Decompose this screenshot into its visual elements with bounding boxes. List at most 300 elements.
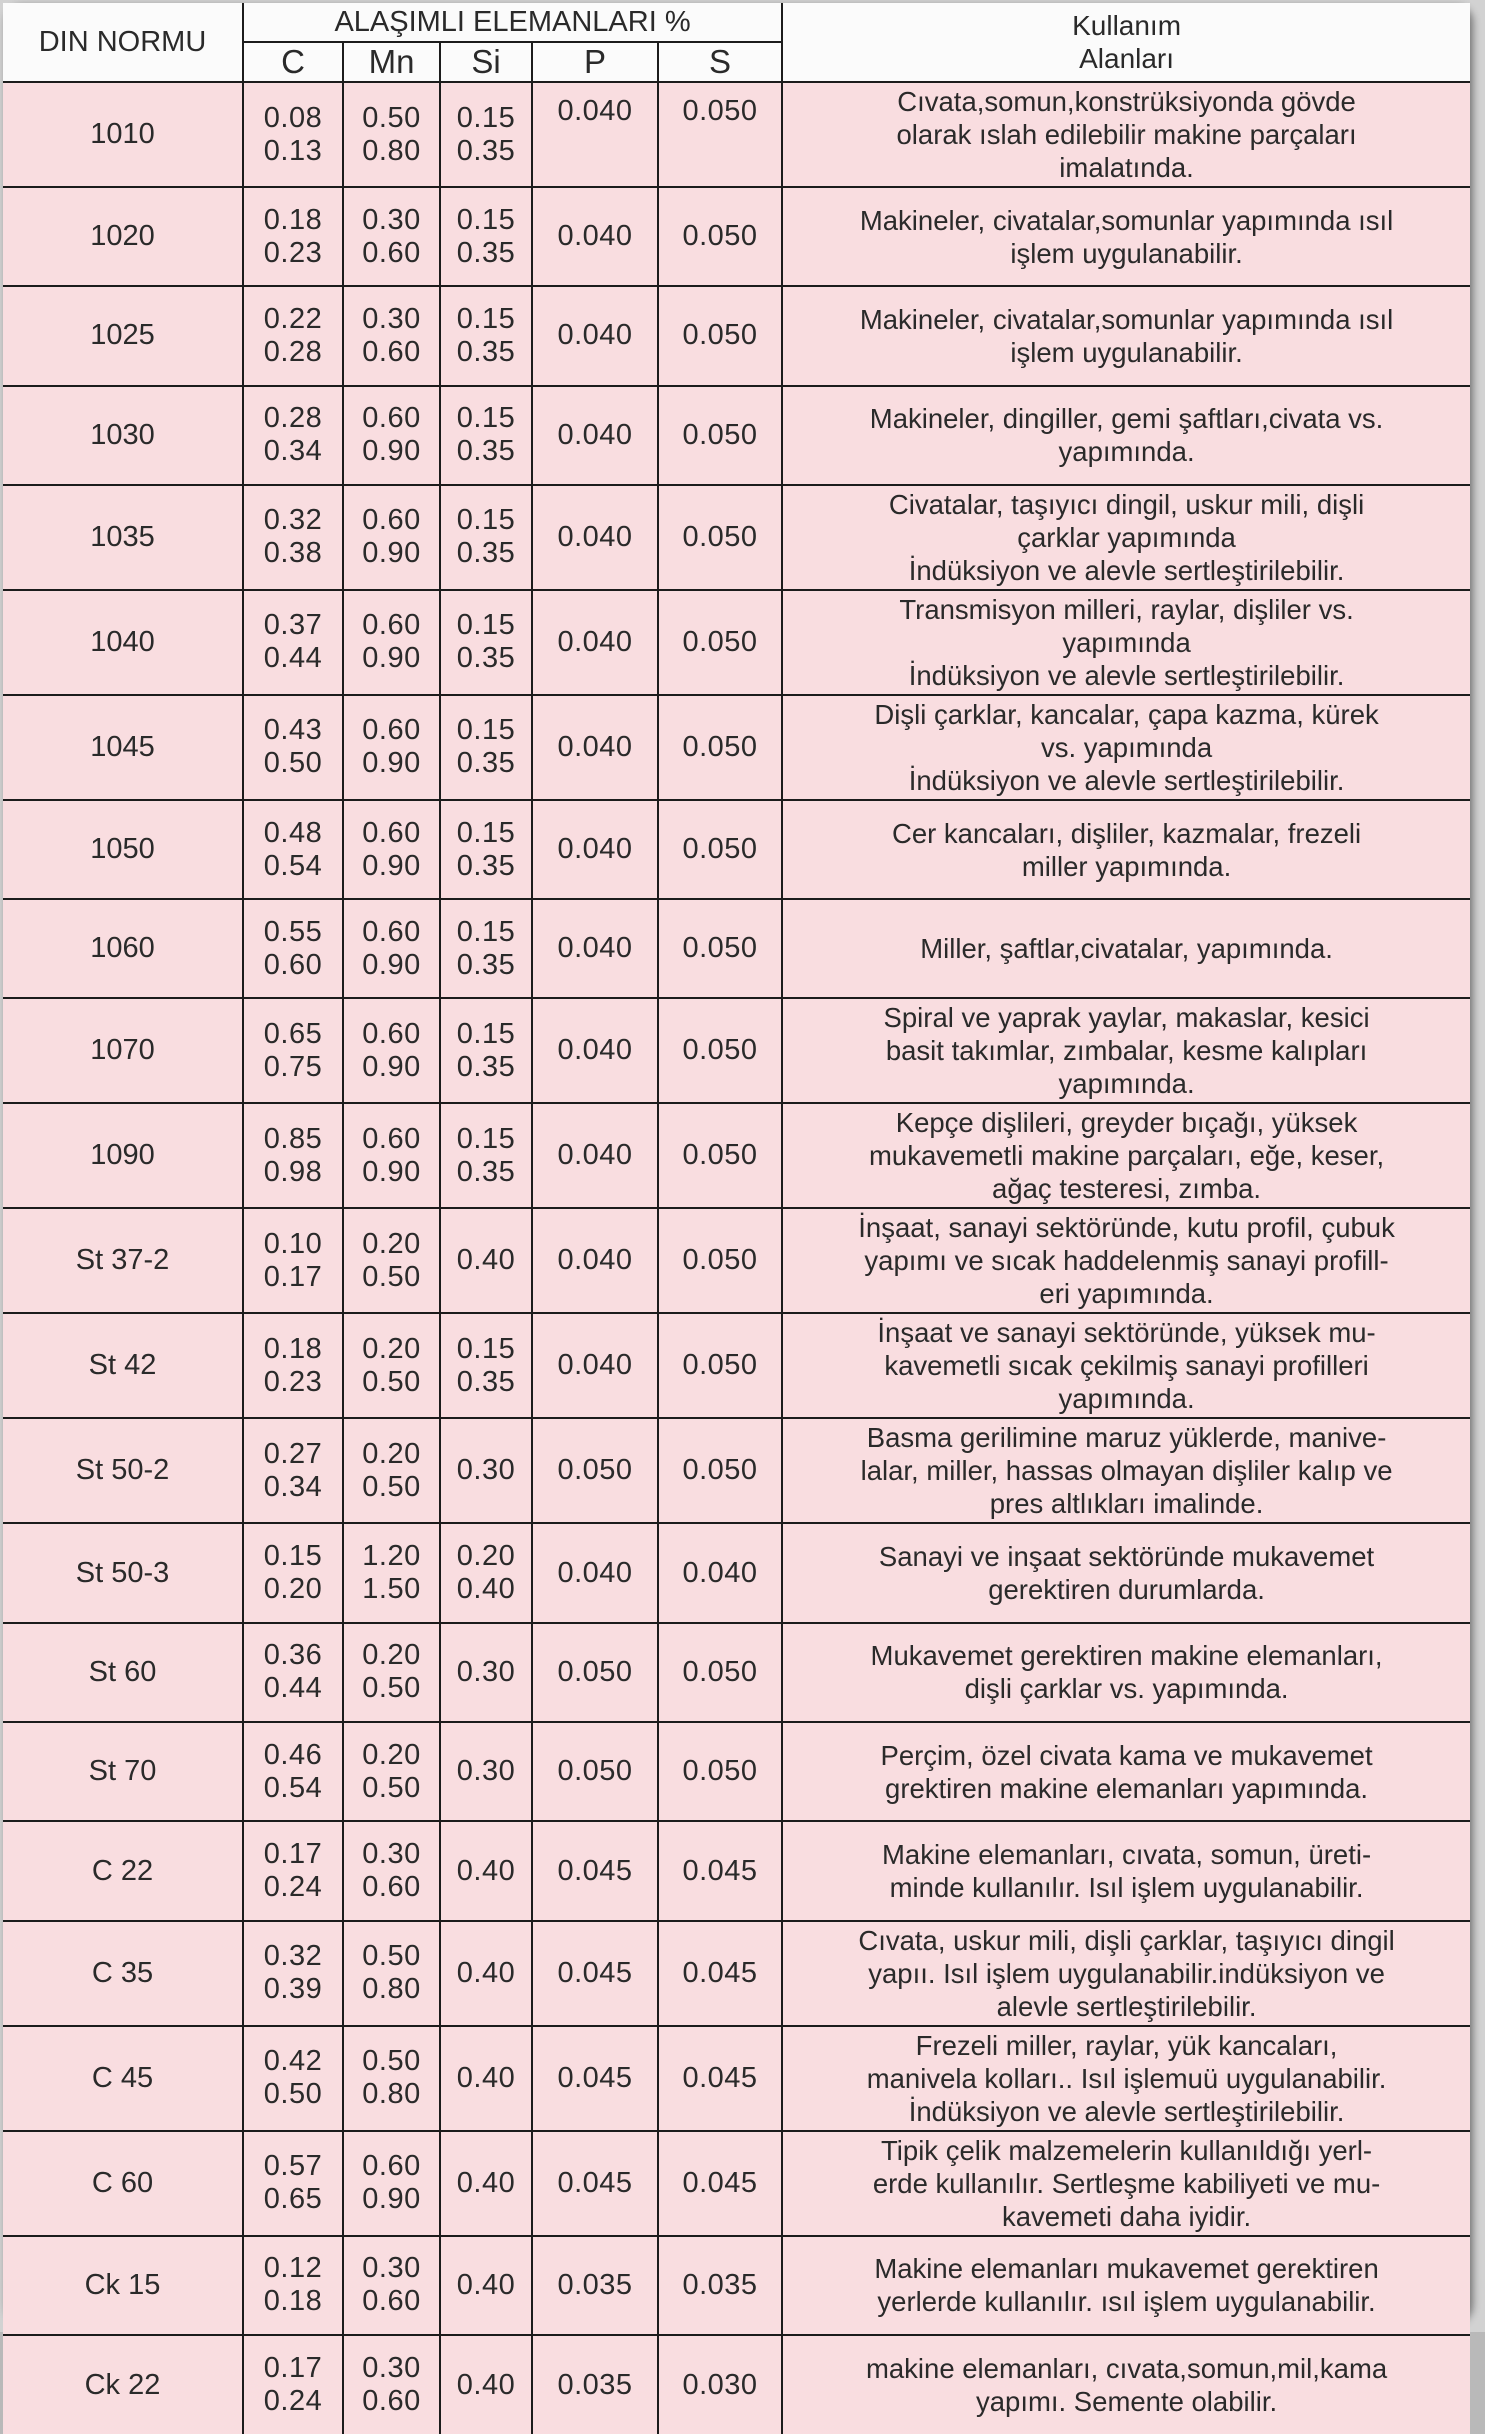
alloy-elements-header: ALAŞIMLI ELEMANLARI % [243, 3, 782, 42]
si-range-cell [440, 286, 532, 385]
mn-value-min: 0.20 [362, 1227, 421, 1260]
mn-range-cell [343, 1623, 440, 1722]
table-row [3, 82, 1470, 187]
c-value-max: 0.60 [263, 948, 323, 981]
mn-range-cell [343, 2026, 440, 2131]
table-row [3, 2026, 1470, 2131]
si-value-min: 0.15 [456, 302, 516, 335]
mn-value-min: 0.60 [362, 915, 421, 948]
p-value-cell: 0.045 [532, 1921, 658, 2026]
usage-description-cell: Tipik çelik malzemelerin kullanıldığı yerl- erde kullanılır. Sertleşme kabiliyeti ve mu- kavemeti daha iyidir. [782, 2131, 1470, 2236]
c-range-cell [243, 2026, 343, 2131]
c-value-min: 0.36 [263, 1639, 323, 1672]
table-row [3, 1103, 1470, 1208]
c-value-min: 0.65 [263, 1017, 323, 1050]
c-range-cell [243, 1523, 343, 1622]
mn-value-max: 0.90 [362, 2183, 421, 2216]
c-value-min: 0.57 [263, 2150, 323, 2183]
si-value-min: 0.40 [456, 2368, 516, 2401]
din-norm-cell: 1040 [3, 590, 243, 695]
mn-value-min: 0.60 [362, 714, 421, 747]
mn-value-max: 0.50 [362, 1260, 421, 1293]
si-range-cell [440, 1921, 532, 2026]
c-value-min: 0.43 [263, 714, 323, 747]
c-value-min: 0.18 [263, 1332, 323, 1365]
c-value-min: 0.85 [263, 1122, 323, 1155]
si-value-max: 0.35 [456, 642, 516, 675]
c-value-max: 0.50 [263, 2078, 323, 2111]
mn-value-min: 0.60 [362, 2150, 421, 2183]
table-row [3, 1821, 1470, 1920]
mn-value-min: 0.30 [362, 2252, 421, 2285]
si-value-min: 0.40 [456, 2061, 516, 2094]
mn-value-min: 0.20 [362, 1437, 421, 1470]
usage-description-cell: Transmisyon milleri, raylar, dişliler vs. yapımında İndüksiyon ve alevle sertleştirilebilir. [782, 590, 1470, 695]
c-range-cell [243, 1313, 343, 1418]
element-header-si: Si [440, 42, 532, 82]
p-value-cell: 0.035 [532, 2335, 658, 2434]
din-norm-cell: St 70 [3, 1722, 243, 1821]
din-norm-cell: C 35 [3, 1921, 243, 2026]
c-value-max: 0.50 [263, 747, 323, 780]
mn-value-max: 0.80 [362, 134, 421, 167]
c-value-min: 0.12 [263, 2252, 323, 2285]
din-norm-cell: St 50-3 [3, 1523, 243, 1622]
mn-range-cell [343, 1208, 440, 1313]
din-steel-composition-table [3, 3, 1470, 2434]
si-range-cell [440, 1313, 532, 1418]
c-value-max: 0.28 [263, 335, 323, 368]
c-value-max: 0.38 [263, 537, 323, 570]
c-value-max: 0.23 [263, 236, 323, 269]
din-norm-cell: 1030 [3, 386, 243, 485]
usage-description-cell: makine elemanları, cıvata,somun,mil,kama yapımı. Semente olabilir. [782, 2335, 1470, 2434]
mn-value-min: 0.60 [362, 816, 421, 849]
usage-description-cell: Dişli çarklar, kancalar, çapa kazma, kürek vs. yapımında İndüksiyon ve alevle sertleştirilebilir. [782, 695, 1470, 800]
c-range-cell [243, 82, 343, 187]
usage-description-cell: Sanayi ve inşaat sektöründe mukavemet gerektiren durumlarda. [782, 1523, 1470, 1622]
c-range-cell [243, 1623, 343, 1722]
mn-range-cell [343, 1418, 440, 1523]
mn-value-max: 0.90 [362, 747, 421, 780]
c-value-min: 0.18 [263, 203, 323, 236]
din-norm-cell: 1045 [3, 695, 243, 800]
mn-value-min: 0.20 [362, 1738, 421, 1771]
mn-value-max: 0.90 [362, 537, 421, 570]
mn-value-max: 0.90 [362, 1050, 421, 1083]
c-value-max: 0.18 [263, 2285, 323, 2318]
c-value-min: 0.42 [263, 2045, 323, 2078]
si-range-cell [440, 590, 532, 695]
din-norm-cell: 1070 [3, 998, 243, 1103]
s-value-cell: 0.050 [658, 386, 782, 485]
si-range-cell [440, 998, 532, 1103]
mn-value-min: 0.60 [362, 402, 421, 435]
si-range-cell [440, 2131, 532, 2236]
p-value-cell: 0.040 [532, 695, 658, 800]
table-row [3, 286, 1470, 385]
si-range-cell [440, 695, 532, 800]
c-value-min: 0.08 [263, 101, 323, 134]
mn-value-min: 0.60 [362, 504, 421, 537]
p-value-cell: 0.050 [532, 1722, 658, 1821]
c-range-cell [243, 899, 343, 998]
c-value-min: 0.55 [263, 915, 323, 948]
table-row [3, 590, 1470, 695]
s-value-cell: 0.045 [658, 2026, 782, 2131]
si-range-cell [440, 2335, 532, 2434]
c-range-cell [243, 386, 343, 485]
din-norm-cell: St 50-2 [3, 1418, 243, 1523]
c-value-min: 0.48 [263, 816, 323, 849]
s-value-cell: 0.050 [658, 695, 782, 800]
mn-value-min: 0.50 [362, 2045, 421, 2078]
s-value-cell: 0.050 [658, 82, 782, 187]
p-value-cell: 0.040 [532, 590, 658, 695]
si-value-min: 0.40 [456, 2268, 516, 2301]
mn-value-max: 0.90 [362, 849, 421, 882]
mn-value-max: 0.50 [362, 1470, 421, 1503]
si-value-max: 0.35 [456, 1050, 516, 1083]
s-value-cell: 0.050 [658, 1722, 782, 1821]
p-value-cell: 0.045 [532, 1821, 658, 1920]
si-value-min: 0.15 [456, 504, 516, 537]
c-range-cell [243, 800, 343, 899]
mn-range-cell [343, 187, 440, 286]
table-row [3, 1313, 1470, 1418]
c-value-min: 0.27 [263, 1437, 323, 1470]
table-row [3, 2131, 1470, 2236]
si-range-cell [440, 1623, 532, 1722]
s-value-cell: 0.035 [658, 2236, 782, 2335]
din-norm-cell: C 45 [3, 2026, 243, 2131]
mn-value-max: 0.80 [362, 1973, 421, 2006]
din-norm-cell: 1060 [3, 899, 243, 998]
mn-value-max: 0.60 [362, 236, 421, 269]
c-value-max: 0.24 [263, 2385, 323, 2418]
si-value-min: 0.15 [456, 1332, 516, 1365]
s-value-cell: 0.050 [658, 1103, 782, 1208]
mn-value-max: 0.50 [362, 1365, 421, 1398]
mn-range-cell [343, 386, 440, 485]
si-value-min: 0.30 [456, 1655, 516, 1688]
din-norm-cell: C 22 [3, 1821, 243, 1920]
mn-range-cell [343, 1722, 440, 1821]
c-value-min: 0.46 [263, 1738, 323, 1771]
usage-areas-header: Kullanım Alanları [782, 3, 1470, 82]
mn-value-max: 0.60 [362, 1871, 421, 1904]
mn-range-cell [343, 2335, 440, 2434]
p-value-cell: 0.045 [532, 2026, 658, 2131]
mn-value-min: 0.30 [362, 1838, 421, 1871]
si-value-max: 0.35 [456, 849, 516, 882]
p-value-cell: 0.050 [532, 1418, 658, 1523]
c-value-min: 0.10 [263, 1227, 323, 1260]
s-value-cell: 0.045 [658, 1821, 782, 1920]
table-row [3, 899, 1470, 998]
c-value-max: 0.39 [263, 1973, 323, 2006]
mn-value-max: 1.50 [362, 1573, 421, 1606]
c-range-cell [243, 286, 343, 385]
c-range-cell [243, 187, 343, 286]
mn-range-cell [343, 2131, 440, 2236]
c-range-cell [243, 998, 343, 1103]
usage-description-cell: İnşaat, sanayi sektöründe, kutu profil, çubuk yapımı ve sıcak haddelenmiş sanayi profill- eri yapımında. [782, 1208, 1470, 1313]
mn-value-max: 0.90 [362, 435, 421, 468]
si-value-min: 0.40 [456, 2166, 516, 2199]
din-norm-cell: 1020 [3, 187, 243, 286]
c-value-max: 0.54 [263, 849, 323, 882]
si-value-max: 0.40 [456, 1573, 516, 1606]
p-value-cell: 0.040 [532, 1103, 658, 1208]
si-range-cell [440, 1523, 532, 1622]
c-value-max: 0.54 [263, 1771, 323, 1804]
c-value-max: 0.65 [263, 2183, 323, 2216]
mn-value-min: 0.30 [362, 2352, 421, 2385]
mn-range-cell [343, 800, 440, 899]
p-value-cell: 0.040 [532, 1313, 658, 1418]
s-value-cell: 0.050 [658, 1418, 782, 1523]
si-range-cell [440, 1418, 532, 1523]
mn-value-min: 0.60 [362, 609, 421, 642]
p-value-cell: 0.040 [532, 998, 658, 1103]
c-value-max: 0.23 [263, 1365, 323, 1398]
usage-description-cell: Mukavemet gerektiren makine elemanları, dişli çarklar vs. yapımında. [782, 1623, 1470, 1722]
table-row [3, 485, 1470, 590]
si-value-min: 0.20 [456, 1540, 516, 1573]
din-norm-cell: St 60 [3, 1623, 243, 1722]
si-range-cell [440, 1722, 532, 1821]
c-value-max: 0.98 [263, 1155, 323, 1188]
s-value-cell: 0.045 [658, 2131, 782, 2236]
c-value-max: 0.44 [263, 642, 323, 675]
usage-description-cell: Makine elemanları, cıvata, somun, üreti- minde kullanılır. Isıl işlem uygulanabilir. [782, 1821, 1470, 1920]
mn-value-min: 0.60 [362, 1017, 421, 1050]
si-value-max: 0.35 [456, 1365, 516, 1398]
c-value-max: 0.34 [263, 1470, 323, 1503]
s-value-cell: 0.050 [658, 590, 782, 695]
usage-description-cell: Makine elemanları mukavemet gerektiren yerlerde kullanılır. ısıl işlem uygulanabilir. [782, 2236, 1470, 2335]
din-norm-cell: St 42 [3, 1313, 243, 1418]
si-range-cell [440, 2236, 532, 2335]
s-value-cell: 0.045 [658, 1921, 782, 2026]
si-value-min: 0.30 [456, 1755, 516, 1788]
mn-range-cell [343, 82, 440, 187]
s-value-cell: 0.050 [658, 485, 782, 590]
mn-value-max: 0.90 [362, 642, 421, 675]
si-range-cell [440, 2026, 532, 2131]
c-range-cell [243, 1208, 343, 1313]
usage-description-cell: Cer kancaları, dişliler, kazmalar, frezeli miller yapımında. [782, 800, 1470, 899]
p-value-cell: 0.040 [532, 386, 658, 485]
mn-value-max: 0.90 [362, 1155, 421, 1188]
mn-range-cell [343, 590, 440, 695]
din-norm-cell: Ck 22 [3, 2335, 243, 2434]
si-value-min: 0.15 [456, 1017, 516, 1050]
c-range-cell [243, 2131, 343, 2236]
c-range-cell [243, 590, 343, 695]
c-range-cell [243, 1821, 343, 1920]
din-norm-cell: 1090 [3, 1103, 243, 1208]
si-range-cell [440, 800, 532, 899]
c-range-cell [243, 1418, 343, 1523]
usage-description-cell: Basma gerilimine maruz yüklerde, manive- lalar, miller, hassas olmayan dişliler kalıp ve pres altlıkları imalinde. [782, 1418, 1470, 1523]
c-range-cell [243, 2236, 343, 2335]
mn-value-min: 0.50 [362, 101, 421, 134]
s-value-cell: 0.040 [658, 1523, 782, 1622]
element-header-p: P [532, 42, 658, 82]
mn-value-min: 0.20 [362, 1639, 421, 1672]
table-header [3, 3, 1470, 82]
table-row [3, 1921, 1470, 2026]
p-value-cell: 0.040 [532, 1208, 658, 1313]
din-norm-header: DIN NORMU [3, 3, 243, 82]
element-header-s: S [658, 42, 782, 82]
p-value-cell: 0.040 [532, 82, 658, 187]
table-row [3, 2335, 1470, 2434]
mn-value-min: 0.50 [362, 1940, 421, 1973]
c-value-min: 0.32 [263, 1940, 323, 1973]
mn-value-max: 0.50 [362, 1771, 421, 1804]
s-value-cell: 0.050 [658, 1623, 782, 1722]
c-value-min: 0.15 [263, 1540, 323, 1573]
si-value-max: 0.35 [456, 948, 516, 981]
si-value-min: 0.30 [456, 1454, 516, 1487]
c-range-cell [243, 2335, 343, 2434]
element-header-c: C [243, 42, 343, 82]
usage-description-cell: Makineler, dingiller, gemi şaftları,civata vs. yapımında. [782, 386, 1470, 485]
mn-range-cell [343, 695, 440, 800]
mn-value-min: 0.30 [362, 203, 421, 236]
c-value-max: 0.20 [263, 1573, 323, 1606]
mn-value-max: 0.80 [362, 2078, 421, 2111]
usage-description-cell: Spiral ve yaprak yaylar, makaslar, kesici basit takımlar, zımbalar, kesme kalıpları yapımında. [782, 998, 1470, 1103]
si-value-min: 0.15 [456, 203, 516, 236]
c-range-cell [243, 1921, 343, 2026]
mn-range-cell [343, 485, 440, 590]
c-range-cell [243, 1103, 343, 1208]
si-value-min: 0.15 [456, 609, 516, 642]
si-value-min: 0.40 [456, 1956, 516, 1989]
mn-value-max: 0.60 [362, 335, 421, 368]
din-norm-cell: Ck 15 [3, 2236, 243, 2335]
si-range-cell [440, 82, 532, 187]
s-value-cell: 0.050 [658, 998, 782, 1103]
mn-value-max: 0.60 [362, 2285, 421, 2318]
c-value-min: 0.32 [263, 504, 323, 537]
table-row [3, 187, 1470, 286]
element-header-mn: Mn [343, 42, 440, 82]
table-row [3, 1208, 1470, 1313]
mn-range-cell [343, 1921, 440, 2026]
si-value-min: 0.15 [456, 816, 516, 849]
usage-description-cell: Kepçe dişlileri, greyder bıçağı, yüksek mukavemetli makine parçaları, eğe, keser, ağaç testeresi, zımba. [782, 1103, 1470, 1208]
si-value-max: 0.35 [456, 435, 516, 468]
si-value-max: 0.35 [456, 134, 516, 167]
c-value-max: 0.44 [263, 1672, 323, 1705]
table-row [3, 1722, 1470, 1821]
si-value-min: 0.40 [456, 1854, 516, 1887]
si-range-cell [440, 485, 532, 590]
table-row [3, 2236, 1470, 2335]
s-value-cell: 0.050 [658, 1313, 782, 1418]
p-value-cell: 0.040 [532, 187, 658, 286]
usage-description-cell: Makineler, civatalar,somunlar yapımında ısıl işlem uygulanabilir. [782, 187, 1470, 286]
mn-value-max: 0.50 [362, 1672, 421, 1705]
p-value-cell: 0.040 [532, 899, 658, 998]
table-row [3, 386, 1470, 485]
c-value-min: 0.22 [263, 302, 323, 335]
si-range-cell [440, 187, 532, 286]
mn-range-cell [343, 1821, 440, 1920]
c-value-min: 0.17 [263, 2352, 323, 2385]
si-value-min: 0.40 [456, 1244, 516, 1277]
si-value-min: 0.15 [456, 915, 516, 948]
si-value-max: 0.35 [456, 747, 516, 780]
s-value-cell: 0.050 [658, 187, 782, 286]
usage-description-cell: Cıvata, uskur mili, dişli çarklar, taşıyıcı dingil yapıı. Isıl işlem uygulanabilir.indüksiyon ve alevle sertleştirilebilir. [782, 1921, 1470, 2026]
p-value-cell: 0.040 [532, 485, 658, 590]
mn-range-cell [343, 1103, 440, 1208]
usage-description-cell: Perçim, özel civata kama ve mukavemet grektiren makine elemanları yapımında. [782, 1722, 1470, 1821]
din-norm-cell: 1025 [3, 286, 243, 385]
c-value-max: 0.17 [263, 1260, 323, 1293]
mn-value-max: 0.90 [362, 948, 421, 981]
s-value-cell: 0.030 [658, 2335, 782, 2434]
c-value-min: 0.37 [263, 609, 323, 642]
c-value-min: 0.28 [263, 402, 323, 435]
table-body [3, 82, 1470, 2434]
s-value-cell: 0.050 [658, 899, 782, 998]
mn-range-cell [343, 2236, 440, 2335]
mn-range-cell [343, 899, 440, 998]
si-value-max: 0.35 [456, 537, 516, 570]
c-range-cell [243, 485, 343, 590]
mn-value-min: 0.30 [362, 302, 421, 335]
table-row [3, 800, 1470, 899]
mn-value-min: 0.20 [362, 1332, 421, 1365]
mn-value-max: 0.60 [362, 2385, 421, 2418]
p-value-cell: 0.050 [532, 1623, 658, 1722]
din-norm-cell: St 37-2 [3, 1208, 243, 1313]
s-value-cell: 0.050 [658, 800, 782, 899]
si-value-min: 0.15 [456, 402, 516, 435]
usage-description-cell: Cıvata,somun,konstrüksiyonda gövde olarak ıslah edilebilir makine parçaları imalatında. [782, 82, 1470, 187]
table-row [3, 695, 1470, 800]
din-steel-table-panel [3, 3, 1470, 2418]
mn-value-min: 0.60 [362, 1122, 421, 1155]
din-norm-cell: C 60 [3, 2131, 243, 2236]
mn-range-cell [343, 1523, 440, 1622]
si-range-cell [440, 1103, 532, 1208]
p-value-cell: 0.040 [532, 286, 658, 385]
usage-description-cell: İnşaat ve sanayi sektöründe, yüksek mu- kavemetli sıcak çekilmiş sanayi profilleri yapımında. [782, 1313, 1470, 1418]
table-row [3, 998, 1470, 1103]
c-range-cell [243, 1722, 343, 1821]
usage-description-cell: Miller, şaftlar,civatalar, yapımında. [782, 899, 1470, 998]
din-norm-cell: 1050 [3, 800, 243, 899]
p-value-cell: 0.035 [532, 2236, 658, 2335]
si-range-cell [440, 1208, 532, 1313]
si-value-min: 0.15 [456, 101, 516, 134]
c-value-max: 0.13 [263, 134, 323, 167]
mn-range-cell [343, 998, 440, 1103]
si-value-min: 0.15 [456, 1122, 516, 1155]
si-value-max: 0.35 [456, 236, 516, 269]
c-value-max: 0.34 [263, 435, 323, 468]
si-range-cell [440, 899, 532, 998]
p-value-cell: 0.040 [532, 800, 658, 899]
